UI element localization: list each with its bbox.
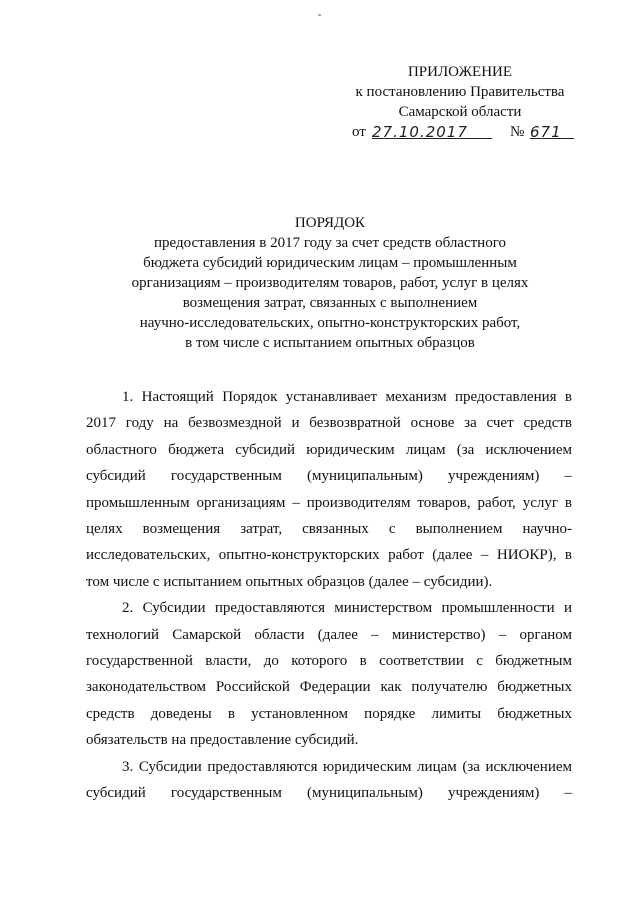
body-line: субсидий государственным (муниципальным) учреждениям) – xyxy=(86,468,572,485)
handwritten-date: 27.10.2017 xyxy=(372,122,492,139)
appendix-block xyxy=(330,62,590,142)
document-body xyxy=(86,384,572,807)
body-line: областного бюджета субсидий юридическим лицам (за исключением xyxy=(86,441,572,458)
body-line: целях возмещения затрат, связанных с выполнением научно- xyxy=(86,521,572,538)
body-line: государственной власти, до которого в соответствии с бюджетным xyxy=(86,653,572,670)
body-line: 1. Настоящий Порядок устанавливает механизм предоставления в xyxy=(122,389,572,405)
title-line: возмещения затрат, связанных с выполнением xyxy=(182,295,478,311)
handwritten-number: 671 xyxy=(530,122,574,139)
title-heading: ПОРЯДОК xyxy=(294,215,366,231)
title-line: научно-исследовательских, опытно-конструкторских работ, xyxy=(139,315,521,331)
body-line: 2017 году на безвозмездной и безвозвратной основе за счет средств xyxy=(86,415,572,432)
body-line: обязательств на предоставление субсидий. xyxy=(86,732,359,749)
appendix-line-1: к постановлению Правительства xyxy=(355,84,565,100)
date-label: от xyxy=(352,124,366,140)
appendix-heading: ПРИЛОЖЕНИЕ xyxy=(407,64,513,80)
body-line: исследовательских, опытно-конструкторских работ (далее – НИОКР), в xyxy=(86,547,572,564)
body-line: законодательством Российской Федерации как получателю бюджетных xyxy=(86,679,572,696)
document-title xyxy=(100,213,560,353)
number-sign: № xyxy=(510,124,525,140)
body-line: средств доведены в установленном порядке лимиты бюджетных xyxy=(86,705,572,722)
body-line: технологий Самарской области (далее – министерство) – органом xyxy=(86,626,572,643)
appendix-line-2: Самарской области xyxy=(398,104,522,120)
body-line: том числе с испытанием опытных образцов (далее – субсидии). xyxy=(86,573,493,590)
scan-artifact: - xyxy=(317,7,323,21)
appendix-reference xyxy=(330,122,590,142)
title-line: бюджета субсидий юридическим лицам – промышленным xyxy=(143,255,517,271)
body-line: 3. Субсидии предоставляются юридическим лицам (за исключением xyxy=(122,758,572,775)
body-line: промышленным организациям – производителям товаров, работ, услуг в xyxy=(86,494,572,511)
title-line: организациям – производителям товаров, работ, услуг в целях xyxy=(131,275,529,291)
body-line: 2. Субсидии предоставляются министерством промышленности и xyxy=(122,600,572,617)
title-line: в том числе с испытанием опытных образцов xyxy=(185,335,475,351)
body-line: субсидий государственным (муниципальным) учреждениям) – xyxy=(86,785,572,802)
title-line: предоставления в 2017 году за счет средств областного xyxy=(153,235,506,251)
